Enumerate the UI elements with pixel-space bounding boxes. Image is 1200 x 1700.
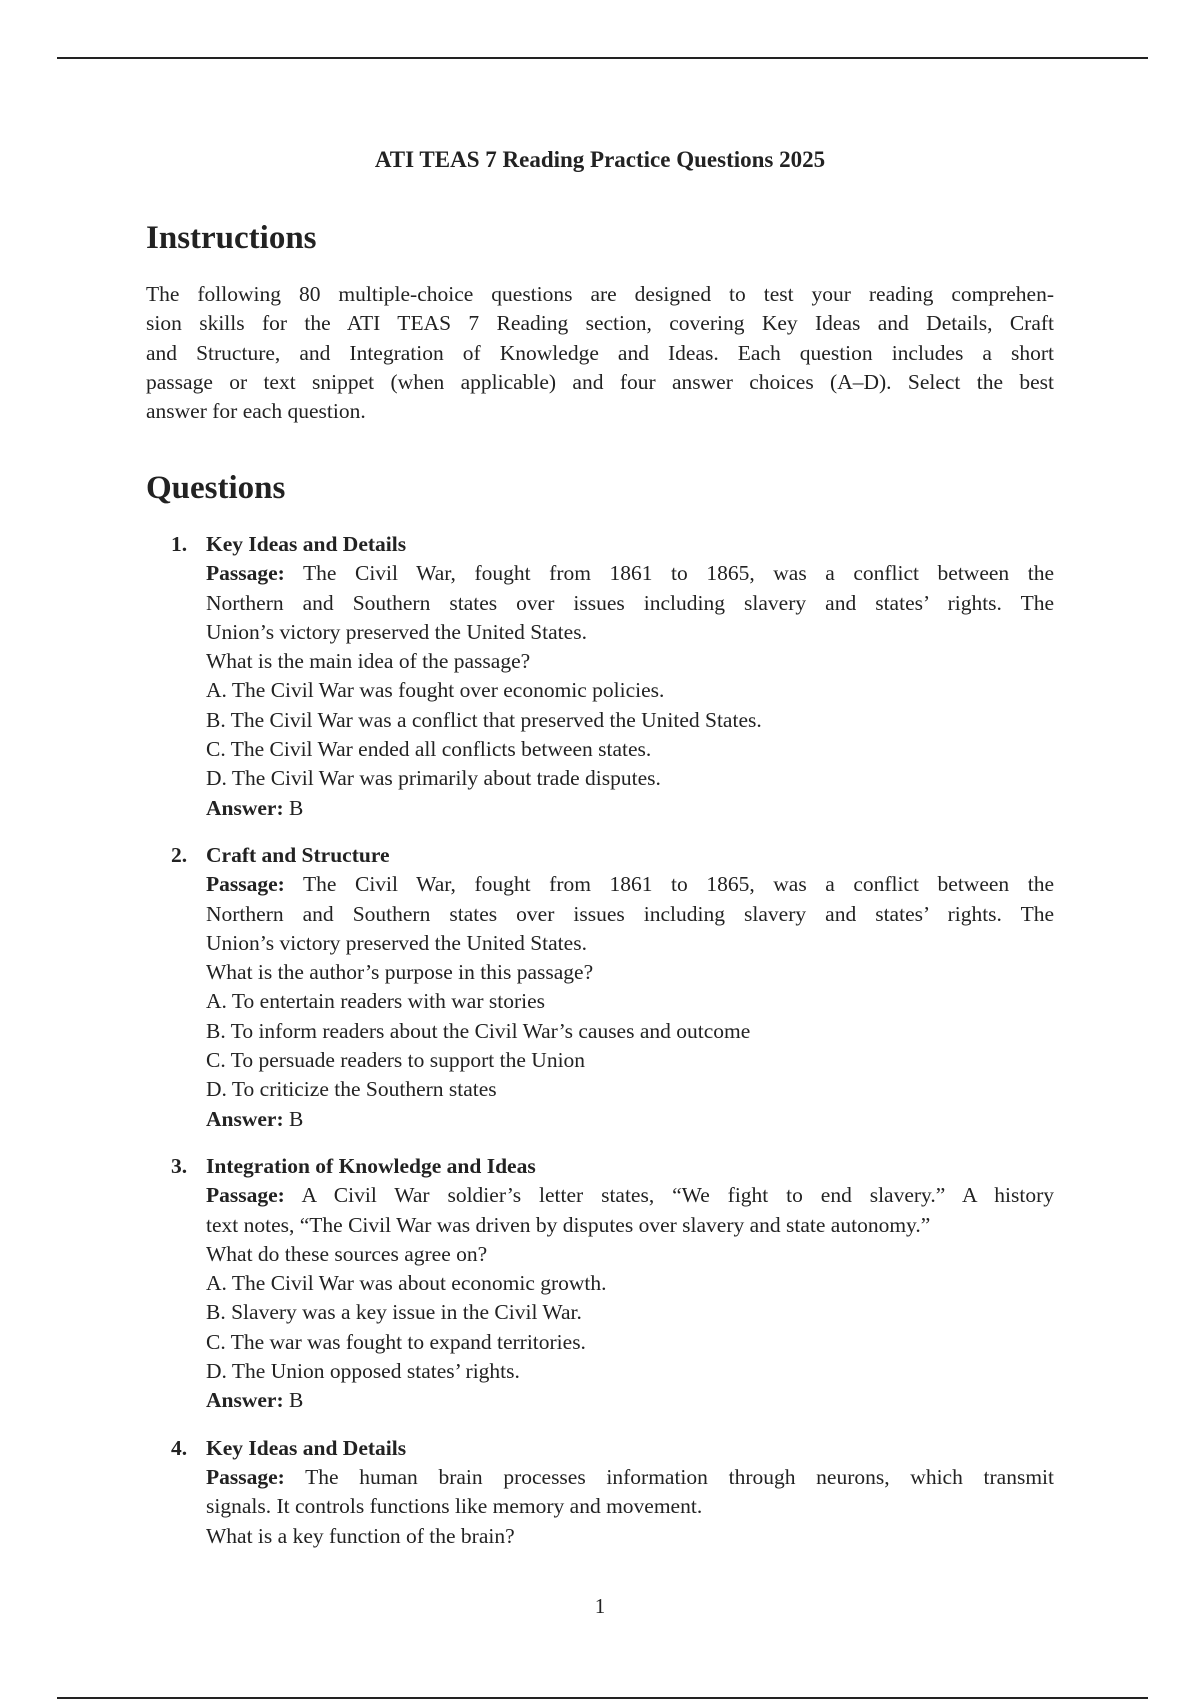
passage-line	[206, 589, 1054, 618]
answer-choice: D. The Union opposed states’ rights.	[206, 1359, 520, 1384]
footer-rule	[57, 1697, 1148, 1699]
answer-choice: B. Slavery was a key issue in the Civil War.	[206, 1300, 582, 1325]
answer-choice: A. To entertain readers with war stories	[206, 989, 546, 1014]
question-category-label: Key Ideas and Details	[206, 532, 407, 556]
question-body	[206, 530, 1054, 823]
instructions-line: and Structure, and Integration of Knowledge and Ideas. Each question includes a short	[146, 340, 1054, 365]
question-number: 1.	[171, 532, 188, 556]
answer-choice: B. To inform readers about the Civil War’s causes and outcome	[206, 1018, 751, 1043]
passage-text: Northern and Southern states over issues including slavery and states’ rights. The	[206, 590, 1054, 615]
passage-line	[206, 1492, 1054, 1521]
answer-choice: D. To criticize the Southern states	[206, 1077, 497, 1102]
instructions-line: The following 80 multiple-choice questions are designed to test your reading comprehen-	[146, 282, 1054, 306]
question-category-label: Key Ideas and Details	[206, 1435, 407, 1460]
question-category	[206, 1152, 1054, 1181]
answer-line	[206, 1105, 1054, 1134]
question-number: 3.	[171, 1153, 188, 1178]
passage-text: text notes, “The Civil War was driven by disputes over slavery and state autonomy.”	[206, 1212, 931, 1237]
passage-line	[206, 559, 1054, 588]
passage-text: The Civil War, fought from 1861 to 1865, was a conflict between the	[303, 561, 1054, 586]
question-category	[206, 530, 1054, 559]
answer-choice: A. The Civil War was about economic growth.	[206, 1271, 607, 1296]
passage-text: signals. It controls functions like memory and movement.	[206, 1494, 703, 1519]
passage-label: Passage:	[206, 872, 285, 897]
answer-label: Answer:	[206, 1106, 284, 1131]
answer-value: B	[289, 1106, 304, 1131]
answer-value: B	[289, 795, 304, 820]
question-category-label: Integration of Knowledge and Ideas	[206, 1153, 536, 1178]
instructions-heading: Instructions	[146, 220, 317, 256]
answer-label: Answer:	[206, 1388, 284, 1413]
question-category	[206, 841, 1054, 870]
question-body	[206, 1434, 1054, 1551]
instructions-paragraph	[146, 280, 1054, 426]
question-body	[206, 1152, 1054, 1416]
instructions-line: passage or text snippet (when applicable) and four answer choices (A–D). Select the best	[146, 369, 1054, 394]
questions-heading: Questions	[146, 470, 286, 506]
question-item	[171, 1152, 1054, 1416]
passage-text: The Civil War, fought from 1861 to 1865, was a conflict between the	[303, 872, 1054, 897]
passage-text: The human brain processes information through neurons, which transmit	[305, 1464, 1054, 1489]
question-item	[171, 530, 1054, 823]
question-item	[171, 841, 1054, 1134]
answer-choice: C. To persuade readers to support the Union	[206, 1048, 586, 1073]
passage-line	[206, 1181, 1054, 1210]
passage-text: Union’s victory preserved the United States.	[206, 930, 587, 955]
answer-line	[206, 1386, 1054, 1415]
passage-label: Passage:	[206, 1464, 285, 1489]
question-list	[171, 530, 1054, 1569]
answer-choice: D. The Civil War was primarily about trade disputes.	[206, 766, 661, 791]
passage-text: A Civil War soldier’s letter states, “We fight to end slavery.” A history	[301, 1183, 1054, 1208]
question-prompt: What is the main idea of the passage?	[206, 649, 531, 674]
passage-label: Passage:	[206, 1183, 285, 1208]
passage-line	[206, 1463, 1054, 1492]
question-number: 2.	[171, 842, 188, 867]
instructions-line: answer for each question.	[146, 399, 366, 424]
question-number: 4.	[171, 1435, 188, 1460]
answer-line	[206, 794, 1054, 823]
question-prompt: What do these sources agree on?	[206, 1241, 488, 1266]
answer-choice: A. The Civil War was fought over economic policies.	[206, 678, 665, 703]
passage-line	[206, 618, 1054, 647]
passage-label: Passage:	[206, 561, 285, 586]
answer-choice: B. The Civil War was a conflict that preserved the United States.	[206, 707, 762, 732]
question-body	[206, 841, 1054, 1134]
answer-value: B	[289, 1388, 304, 1413]
document-title: ATI TEAS 7 Reading Practice Questions 2025	[374, 147, 826, 172]
question-category	[206, 1434, 1054, 1463]
passage-text: Northern and Southern states over issues including slavery and states’ rights. The	[206, 901, 1054, 926]
question-item	[171, 1434, 1054, 1551]
passage-line	[206, 900, 1054, 929]
question-prompt: What is the author’s purpose in this passage?	[206, 960, 594, 985]
instructions-line: sion skills for the ATI TEAS 7 Reading section, covering Key Ideas and Details, Craft	[146, 311, 1054, 336]
passage-line	[206, 1211, 1054, 1240]
question-prompt: What is a key function of the brain?	[206, 1523, 515, 1548]
answer-choice: C. The war was fought to expand territories.	[206, 1329, 586, 1354]
page-number: 1	[594, 1594, 606, 1618]
passage-text: Union’s victory preserved the United States.	[206, 619, 587, 644]
passage-line	[206, 929, 1054, 958]
answer-choice: C. The Civil War ended all conflicts between states.	[206, 737, 652, 762]
question-category-label: Craft and Structure	[206, 842, 390, 867]
passage-line	[206, 870, 1054, 899]
answer-label: Answer:	[206, 795, 284, 820]
header-rule	[57, 57, 1148, 59]
